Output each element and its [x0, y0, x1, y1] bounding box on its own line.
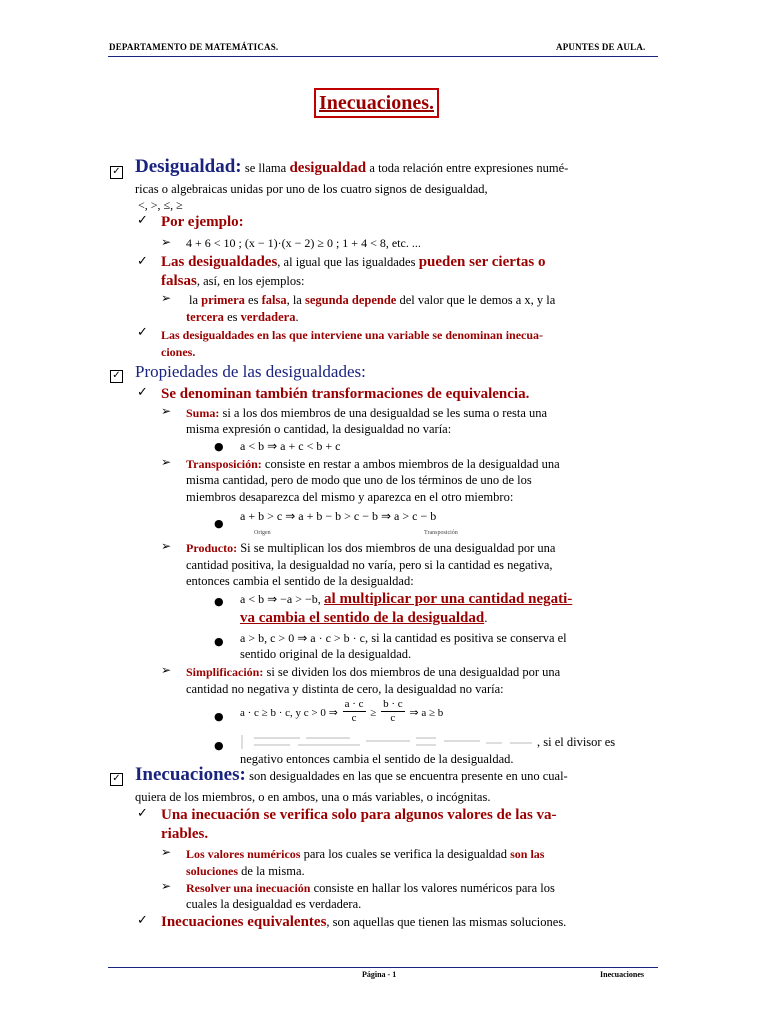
text: si a los dos miembros de una desigualdad se les suma o resta una [222, 406, 548, 420]
text: es [248, 293, 259, 307]
propiedades-sub: Se denominan también transformaciones de equivalencia. [161, 386, 530, 402]
text: Los valores numéricos [186, 847, 301, 861]
header-right: APUNTES DE AULA. [556, 42, 646, 52]
text: . [484, 610, 488, 625]
checkmark-icon: ✓ [137, 806, 148, 821]
desigualdad-term: Desigualdad: [135, 156, 242, 177]
bullet-dot-icon: ● [214, 739, 224, 752]
arrow-bullet-icon: ➢ [161, 879, 172, 893]
arrow-bullet-icon: ➢ [161, 291, 172, 305]
resolver-line1 [186, 880, 555, 896]
transposicion-math: a + b > c ⇒ a + b − b > c − b ⇒ a > c − b [240, 509, 437, 523]
ejemplos-line1 [189, 292, 555, 308]
checkbox-icon: ✓ [110, 370, 123, 383]
text: primera [201, 293, 245, 307]
verifica-line2: riables. [161, 826, 209, 842]
checkmark-icon: ✓ [137, 213, 148, 228]
producto-line2: cantidad positiva, la desigualdad no varía, pero si la cantidad es negativa, [186, 558, 553, 572]
desigualdad-def-line2: ricas o algebraicas unidas por uno de los cuatro signos de desigualdad, [135, 182, 488, 196]
text: ⇒ a ≥ b [409, 707, 444, 719]
fraction-2 [381, 698, 405, 725]
text: soluciones [186, 864, 239, 878]
text: pueden ser ciertas o [418, 254, 546, 270]
inecuaciones-def-line2: quiera de los miembros, o en ambos, una o más variables, o incógnitas. [135, 790, 491, 804]
header-rule [108, 56, 658, 57]
page-title: Inecuaciones. [314, 88, 439, 118]
text: Si se multiplican los dos miembros de una desigualdad por una [240, 541, 556, 555]
inecuaciones-def-line1 [135, 764, 568, 785]
bullet-dot-icon: ● [214, 440, 224, 453]
faded-equation-image [240, 733, 536, 751]
text: , al igual que las igualdades [277, 255, 416, 269]
bullet-dot-icon: ● [214, 710, 224, 723]
ejemplos-line2 [186, 309, 299, 325]
text: , la [286, 293, 302, 307]
text: de la misma. [241, 864, 305, 878]
text: si se dividen los dos miembros de una desigualdad por una [266, 665, 561, 679]
text: al multiplicar por una cantidad negati- [324, 591, 573, 607]
text: , así, en los ejemplos: [196, 274, 305, 288]
text: Inecuaciones equivalentes [161, 914, 327, 930]
ejemplo-math: 4 + 6 < 10 ; (x − 1)·(x − 2) ≥ 0 ; 1 + 4 < 8, etc. ... [186, 236, 421, 250]
text: para los cuales se verifica la desigualdad [303, 847, 507, 861]
text: del valor que le demos a x, y la [399, 293, 556, 307]
checkbox-icon: ✓ [110, 166, 123, 179]
desigualdades-line2 [161, 273, 304, 289]
header-left: DEPARTAMENTO DE MATEMÁTICAS. [109, 42, 279, 52]
resolver-line2: cuales la desigualdad es verdadera. [186, 897, 362, 911]
producto-line1 [186, 540, 555, 556]
variable-note-line1: Las desigualdades en las que interviene una variable se denominan inecua- [161, 328, 544, 342]
text: a < b ⇒ −a > −b, [240, 592, 321, 606]
transposicion-label: Transposición: [186, 457, 262, 471]
transposicion-line3: miembros desaparezca del mismo y aparezca en el otro miembro: [186, 490, 514, 504]
suma-line1 [186, 405, 547, 421]
transposicion-line2: misma cantidad, pero de modo que uno de los términos de uno de los [186, 473, 532, 487]
bullet-dot-icon: ● [214, 595, 224, 608]
text: segunda depende [304, 293, 397, 307]
text: falsa [261, 293, 287, 307]
simplificacion-line2: cantidad no negativa y distinta de cero, la desigualdad no varía: [186, 682, 504, 696]
text: , si la cantidad es positiva se conserva el [364, 631, 567, 645]
simplificacion-label: Simplificación: [186, 665, 264, 679]
text: son las [510, 847, 545, 861]
footer-chapter: Inecuaciones [600, 970, 644, 979]
suma-math: a < b ⇒ a + c < b + c [240, 439, 341, 453]
text: a · c ≥ b · c, y c > 0 ⇒ [240, 707, 338, 719]
ejemplo-label: Por ejemplo: [161, 214, 244, 230]
valores-line2 [186, 863, 305, 879]
simplificacion-math [240, 698, 443, 732]
denominator: c [390, 712, 396, 724]
producto-case1-line1 [240, 591, 572, 607]
arrow-bullet-icon: ➢ [161, 539, 172, 553]
bullet-dot-icon: ● [214, 517, 224, 530]
verifica-line1: Una inecuación se verifica solo para algunos valores de las va- [161, 807, 557, 823]
producto-label: Producto: [186, 541, 238, 555]
origen-label: Origen [254, 530, 271, 536]
desigualdad-word: desigualdad [289, 160, 367, 176]
producto-case2-line2: sentido original de la desigualdad. [240, 647, 412, 661]
footer-page-number: Página - 1 [362, 970, 397, 979]
numerator: a · c [344, 698, 364, 710]
inecuaciones-term: Inecuaciones: [135, 764, 246, 785]
denominator: c [351, 712, 357, 724]
desigualdad-def-line1 [135, 156, 569, 177]
checkmark-icon: ✓ [137, 325, 148, 340]
text: va cambia el sentido de la desigualdad [240, 610, 485, 626]
simplificacion-neg-line1: , si el divisor es [537, 735, 616, 749]
equivalentes-line [161, 914, 566, 930]
arrow-bullet-icon: ➢ [161, 663, 172, 677]
producto-case1-line2 [240, 610, 487, 626]
text: a toda relación entre expresiones numé- [369, 161, 569, 175]
text: a > b, c > 0 ⇒ a · c > b · c [240, 631, 365, 645]
simplificacion-neg-line2: negativo entonces cambia el sentido de la desigualdad. [240, 752, 514, 766]
arrow-bullet-icon: ➢ [161, 845, 172, 859]
text: son desigualdades en las que se encuentra presente en uno cual- [249, 769, 568, 783]
faded-equation-graphic [240, 733, 536, 751]
producto-line3: entonces cambia el sentido de la desigualdad: [186, 574, 414, 588]
text: tercera [186, 310, 224, 324]
propiedades-heading: Propiedades de las desigualdades: [135, 362, 366, 381]
arrow-bullet-icon: ➢ [161, 455, 172, 469]
text: es [227, 310, 238, 324]
producto-case2-line1 [240, 630, 567, 646]
text: verdadera [240, 310, 296, 324]
checkmark-icon: ✓ [137, 254, 148, 269]
text: la [189, 293, 199, 307]
text: Las desigualdades [161, 254, 278, 270]
arrow-bullet-icon: ➢ [161, 404, 172, 418]
transposicion-line1 [186, 456, 560, 472]
desigualdades-line1 [161, 254, 546, 270]
text: . [295, 310, 299, 324]
simplificacion-line1 [186, 664, 560, 680]
suma-label: Suma: [186, 406, 220, 420]
checkmark-icon: ✓ [137, 913, 148, 928]
text: consiste en hallar los valores numéricos para los [313, 881, 555, 895]
text: ≥ [370, 707, 377, 719]
checkmark-icon: ✓ [137, 385, 148, 400]
footer-rule [108, 967, 658, 968]
text: , son aquellas que tienen las mismas soluciones. [326, 915, 567, 929]
transposicion-small-label: Transposición [424, 530, 458, 536]
text: se llama [244, 161, 287, 175]
valores-line1 [186, 846, 544, 862]
suma-line2: misma expresión o cantidad, la desigualdad no varía: [186, 422, 452, 436]
text: consiste en restar a ambos miembros de la desigualdad una [264, 457, 560, 471]
arrow-bullet-icon: ➢ [161, 235, 172, 249]
text: Resolver una inecuación [186, 881, 311, 895]
numerator: b · c [383, 698, 403, 710]
checkbox-icon: ✓ [110, 773, 123, 786]
bullet-dot-icon: ● [214, 635, 224, 648]
variable-note-line2: ciones. [161, 345, 196, 359]
fraction-1 [343, 698, 366, 725]
text: falsas [161, 273, 197, 289]
inequality-signs: <, >, ≤, ≥ [138, 198, 183, 212]
